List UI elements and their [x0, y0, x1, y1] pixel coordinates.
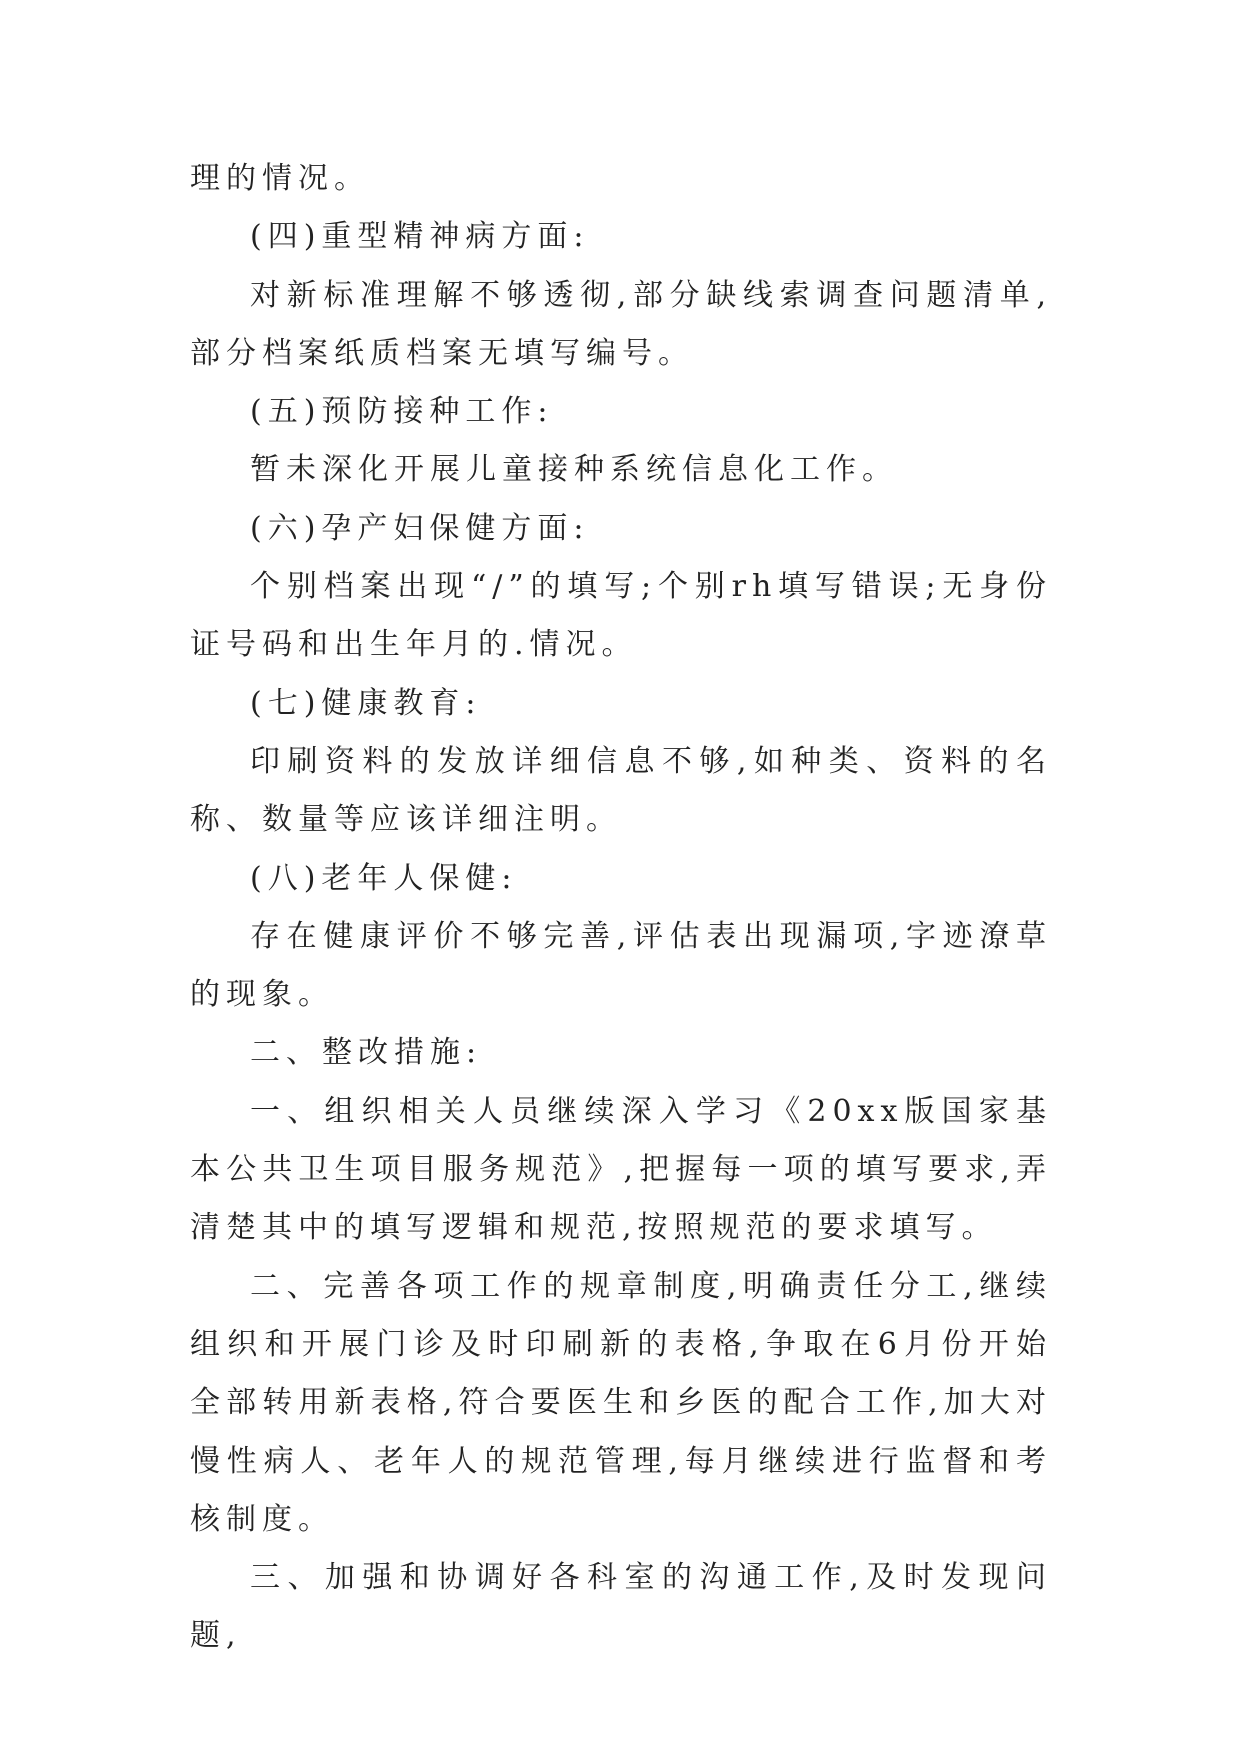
section-heading-health-education: (七)健康教育: [250, 685, 482, 721]
paragraph-mental-illness: 对新标准理解不够透彻,部分缺线索调查问题清单,部分档案纸质档案无填写编号。 [190, 277, 1052, 371]
paragraph-measure-two: 二、完善各项工作的规章制度,明确责任分工,继续组织和开展门诊及时印刷新的表格,争取在6月份开始全部转用新表格,符合要医生和乡医的配合工作,加大对慢性病人、老年人的规范管理,每月继续进行监督和考核制度。 [190, 1268, 1052, 1537]
section-heading-maternal-care: (六)孕产妇保健方面: [250, 510, 590, 546]
section-heading-corrective-measures: 二、整改措施: [250, 1035, 483, 1071]
paragraph-health-education: 印刷资料的发放详细信息不够,如种类、资料的名称、数量等应该详细注明。 [190, 743, 1052, 838]
section-heading-vaccination: (五)预防接种工作: [250, 394, 554, 430]
section-heading-elderly-care: (八)老年人保健: [250, 860, 518, 896]
paragraph-continuation: 理的情况。 [190, 161, 370, 196]
paragraph-maternal-care: 个别档案出现“/”的填写;个别rh填写错误;无身份证号码和出生年月的.情况。 [190, 569, 1052, 663]
section-heading-mental-illness: (四)重型精神病方面: [250, 219, 590, 255]
paragraph-measure-one: 一、组织相关人员继续深入学习《20xx版国家基本公共卫生项目服务规范》,把握每一项的填写要求,弄清楚其中的填写逻辑和规范,按照规范的要求填写。 [190, 1093, 1052, 1246]
paragraph-measure-three: 三、加强和协调好各科室的沟通工作,及时发现问题, [190, 1560, 1052, 1654]
document-body [190, 150, 1052, 1666]
paragraph-vaccination: 暂未深化开展儿童接种系统信息化工作。 [250, 452, 898, 488]
paragraph-elderly-care: 存在健康评价不够完善,评估表出现漏项,字迹潦草的现象。 [190, 918, 1052, 1013]
